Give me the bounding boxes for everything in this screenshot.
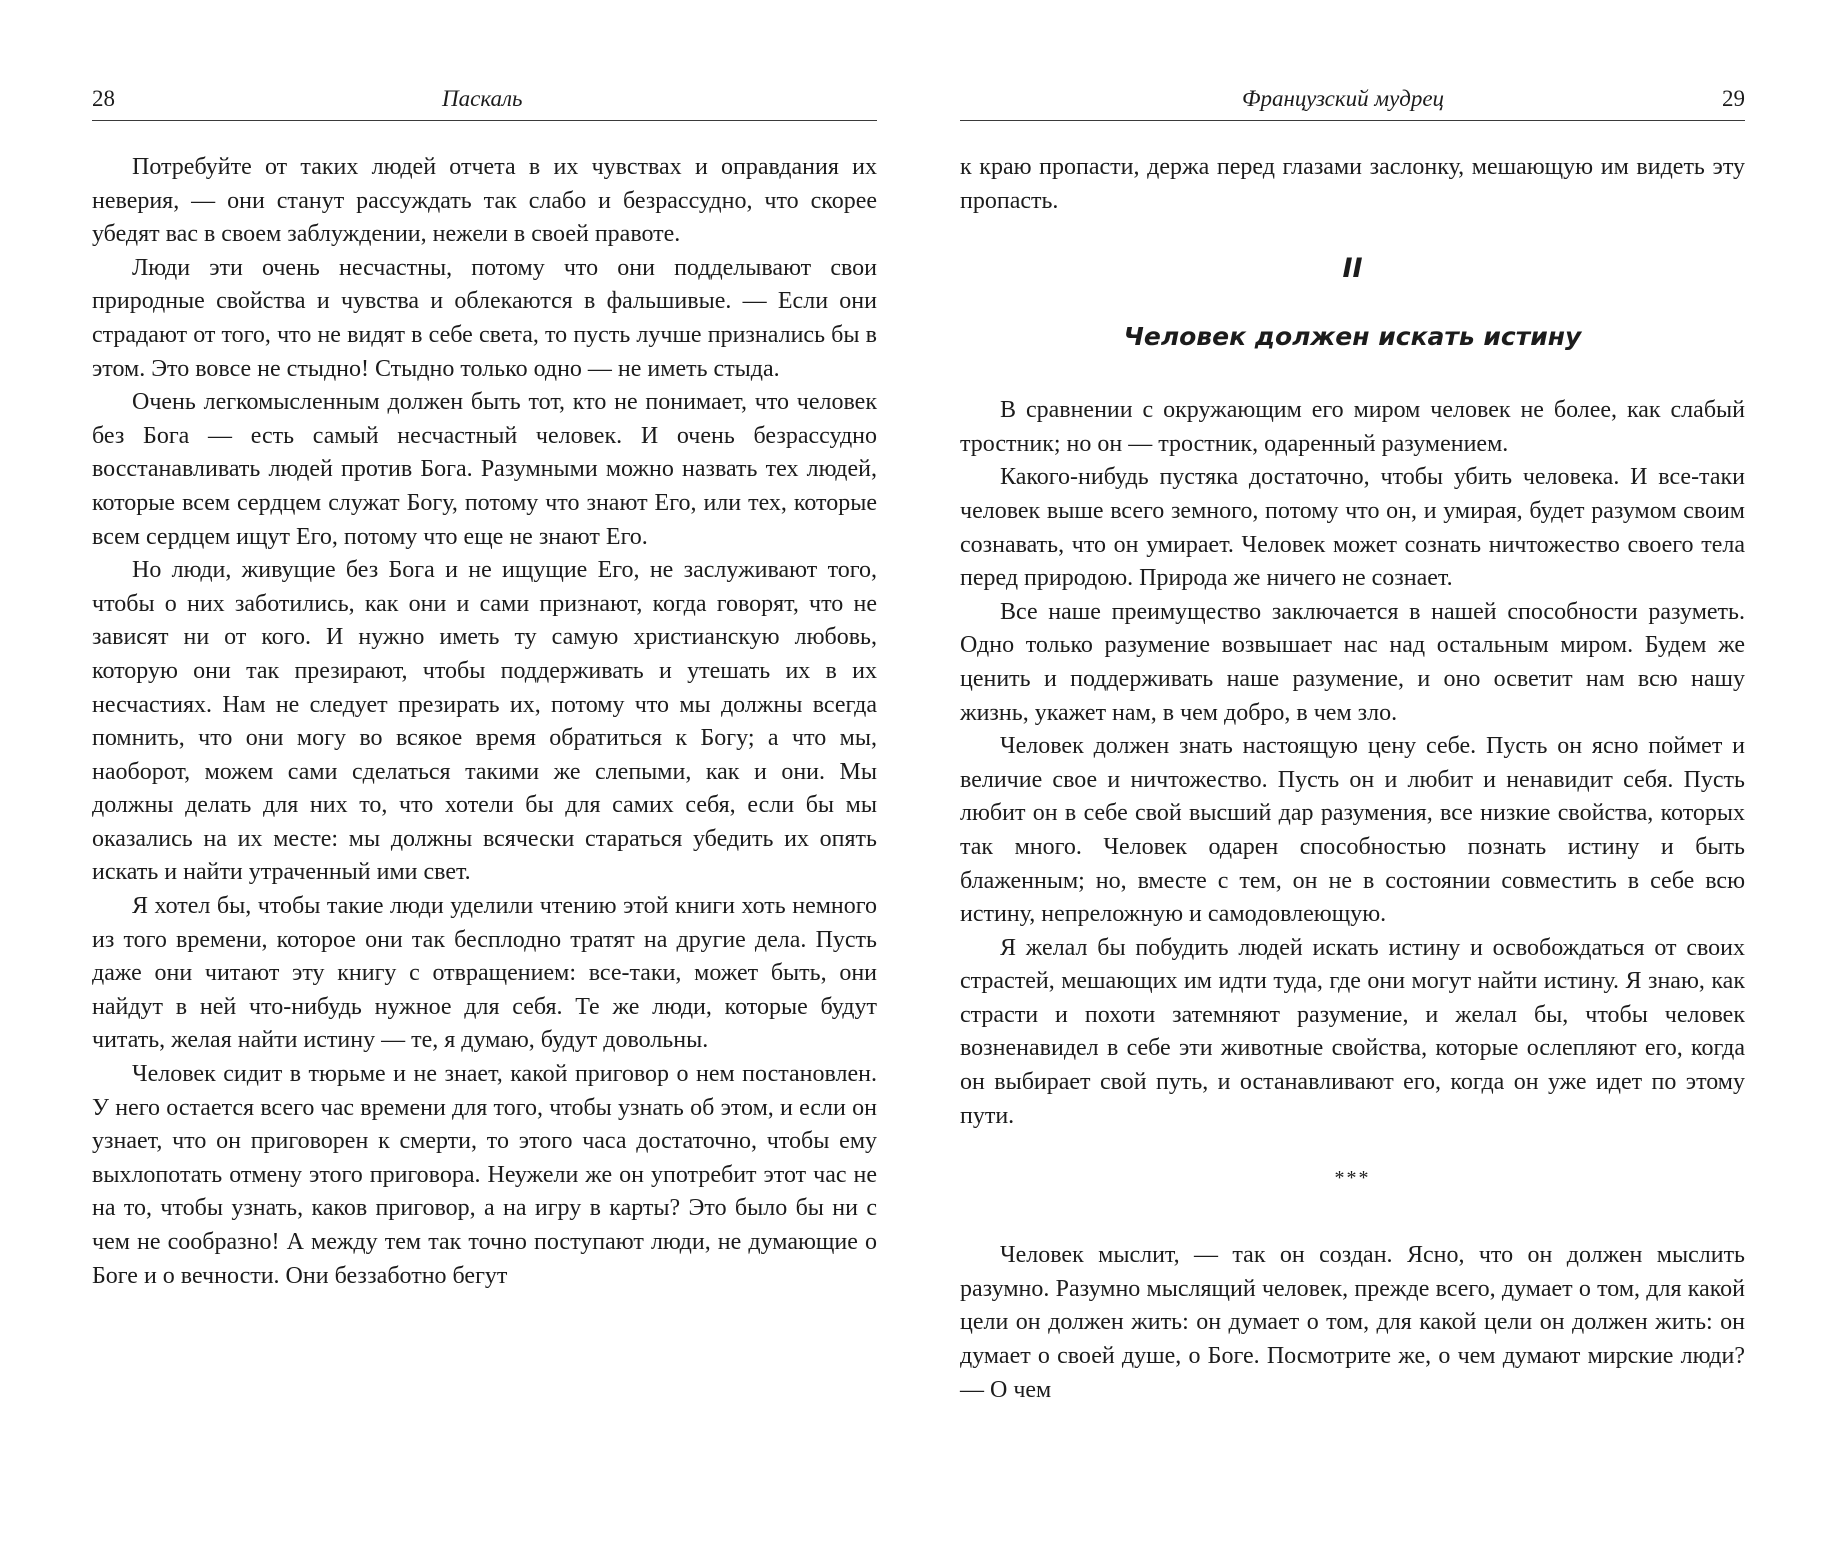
section-title: Человек должен искать истину [1123,322,1582,352]
paragraph: Человек сидит в тюрьме и не знает, какой приговор о нем постановлен. У него остается всего час времени для того, чтобы узнать об этом, и если он узнает, что он приговорен к смерти, то этого часа достаточно, чтобы ему выхлопотать отмену этого приговора. Неужели же он употребит этот час не на то, чтобы узнать, каков приговор, а на игру в карты? Это было бы ни с чем не сообразно! А между тем так точно поступают люди, не думающие о Боге и о вечности. Они беззаботно бегут [92,1061,877,1289]
right-page [960,0,1745,1407]
paragraph: Потребуйте от таких людей отчета в их чувствах и оправдания их неверия, — они станут рассуждать так слабо и безрассудно, что скорее убедят вас в своем заблуждении, нежели в своей правоте. [92,154,877,248]
paragraph: Я хотел бы, чтобы такие люди уделили чтению этой книги хоть немного из того времени, которое они так бесплодно тратят на другие дела. Пусть даже они читают эту книгу с отвращением: все-таки, может быть, они найдут в ней что-нибудь нужное для себя. Те же люди, которые будут читать, желая найти истину — те, я думаю, будут довольны. [92,893,877,1054]
section-separator: *** [1334,1167,1371,1190]
paragraph: Человек мыслит, — так он создан. Ясно, что он должен мыслить разумно. Разумно мыслящий человек, прежде всего, думает о том, для какой цели он должен жить: он думает о том, для какой цели он должен жить: он думает о своей душе, о Боге. Посмотрите же, о чем думают мирские люди? — О чем [960,1242,1745,1403]
left-page-header [92,82,877,121]
paragraph: В сравнении с окружающим его миром человек не более, как слабый тростник; но он — тростник, одаренный разумением. [960,397,1745,457]
paragraph: Я желал бы побудить людей искать истину и освобождаться от своих страстей, мешающих им идти туда, где они могут найти истину. Я знаю, как страсти и похоти затемняют разумение, и желал бы, чтобы человек возненавидел в себе эти животные свойства, которые ослепляют его, когда он выбирает свой путь, и останавливают его, когда он уже идет по этому пути. [960,934,1745,1129]
paragraph: Люди эти очень несчастны, потому что они подделывают свои природные свойства и чувства и облекаются в фальшивые. — Если они страдают от того, что не видят в себе света, то пусть лучше признались бы в этом. Это вовсе не стыдно! Стыдно только одно — не иметь стыда. [92,254,877,382]
left-page-body [92,151,877,1293]
left-page [92,0,877,1293]
page-number: 29 [1722,86,1745,111]
running-title: Паскаль [442,86,523,111]
section-number: II [1342,253,1363,285]
running-title: Французский мудрец [1242,86,1445,111]
right-page-header [960,82,1745,121]
continuation-paragraph: к краю пропасти, держа перед глазами заслонку, мешающую им видеть эту пропасть. [960,154,1745,214]
paragraph: Какого-нибудь пустяка достаточно, чтобы убить человека. И все-таки человек выше всего земного, потому что он, и умирая, будет разумом своим сознавать, что он умирает. Человек может сознать ничтожество своего тела перед природою. Природа же ничего не сознает. [960,464,1745,592]
paragraph: Но люди, живущие без Бога и не ищущие Его, не заслуживают того, чтобы о них заботились, как они и сами признают, когда говорят, что не зависят ни от кого. И нужно иметь ту самую христианскую любовь, которую они так презирают, чтобы поддерживать и утешать их в их несчастиях. Нам не следует презирать их, потому что мы должны всегда помнить, что они могу во всякое время обратиться к Богу; а что мы, наоборот, можем сами сделаться такими же слепыми, как и они. Мы должны делать для них то, что хотели бы для самих себя, если бы мы оказались на их месте: мы должны всячески стараться убедить их опять искать и найти утраченный ими свет. [92,557,877,886]
right-page-body [960,151,1745,1407]
paragraph: Все наше преимущество заключается в нашей способности разуметь. Одно только разумение возвышает нас над остальным миром. Будем же ценить и поддерживать наше разумение, и оно осветит нам всю нашу жизнь, укажет нам, в чем добро, в чем зло. [960,598,1745,726]
paragraph: Очень легкомысленным должен быть тот, кто не понимает, что человек без Бога — есть самый несчастный человек. И очень безрассудно восстанавливать людей против Бога. Разумными можно назвать тех людей, которые всем сердцем служат Богу, потому что знают Его, или тех, которые всем сердцем ищут Его, потому что еще не знают Его. [92,389,877,550]
paragraph: Человек должен знать настоящую цену себе. Пусть он ясно поймет и величие свое и ничтожество. Пусть он и любит и ненавидит себя. Пусть любит он в себе свой высший дар разумения, все низкие свойства, которых так много. Человек одарен способностью познать истину и быть блаженным; но, вместе с тем, он не в состоянии совместить в себе всю истину, непреложную и самодовлеющую. [960,733,1745,928]
page-number: 28 [92,86,115,111]
